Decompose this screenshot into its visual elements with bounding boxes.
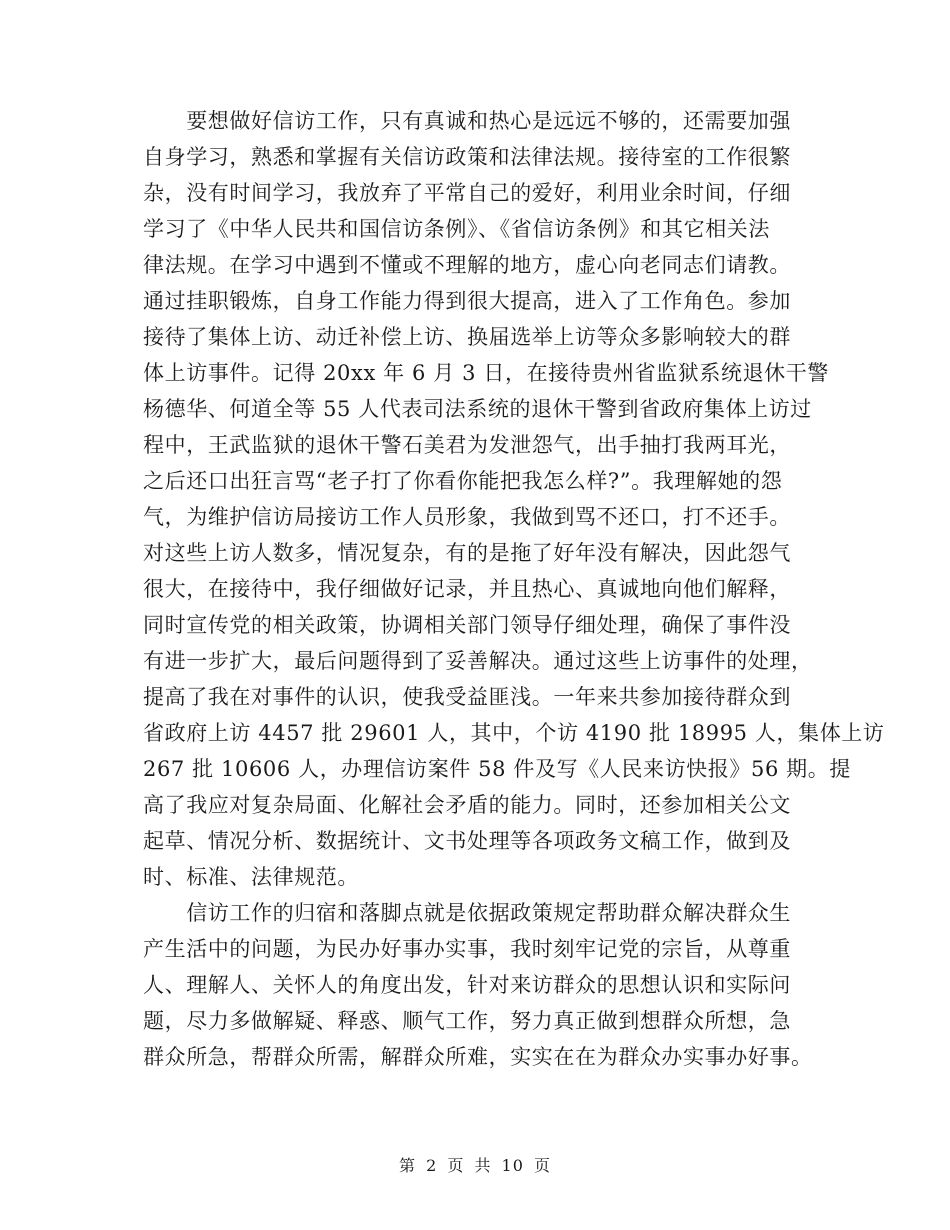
text-line: 产生活中的问题，为民办好事办实事，我时刻牢记党的宗旨，从尊重 [143, 937, 791, 961]
text-line: 省政府上访 4457 批 29601 人，其中，个访 4190 批 18995 人，集体上访 [143, 721, 885, 745]
text-line: 之后还口出狂言骂“老子打了你看你能把我怎么样?”。我理解她的怨 [143, 469, 783, 493]
text-line: 高了我应对复杂局面、化解社会矛盾的能力。同时，还参加相关公文 [143, 793, 791, 817]
text-line: 时、标准、法律规范。 [143, 865, 359, 889]
text-line: 题，尽力多做解疑、释惑、顺气工作，努力真正做到想群众所想，急 [143, 1009, 791, 1033]
text-line: 同时宣传党的相关政策，协调相关部门领导仔细处理，确保了事件没 [143, 613, 791, 637]
document-body [143, 103, 885, 1075]
paragraph-2 [143, 895, 823, 1075]
paragraph-1 [143, 103, 885, 895]
text-line: 气，为维护信访局接访工作人员形象，我做到骂不还口，打不还手。 [143, 505, 791, 529]
text-line: 自身学习，熟悉和掌握有关信访政策和法律法规。接待室的工作很繁 [143, 145, 791, 169]
text-line: 接待了集体上访、动迁补偿上访、换届选举上访等众多影响较大的群 [143, 325, 791, 349]
text-line: 体上访事件。记得 20xx 年 6 月 3 日，在接待贵州省监狱系统退休干警 [143, 361, 829, 385]
text-line: 有进一步扩大，最后问题得到了妥善解决。通过这些上访事件的处理， [143, 649, 813, 673]
text-line: 要想做好信访工作，只有真诚和热心是远远不够的，还需要加强 [143, 109, 791, 133]
text-line: 杂，没有时间学习，我放弃了平常自己的爱好，利用业余时间，仔细 [143, 181, 791, 205]
text-line: 通过挂职锻炼，自身工作能力得到很大提高，进入了工作角色。参加 [143, 289, 791, 313]
text-line: 群众所急，帮群众所需，解群众所难，实实在在为群众办实事办好事。 [143, 1045, 813, 1069]
text-line: 人、理解人、关怀人的角度出发，针对来访群众的思想认识和实际问 [143, 973, 791, 997]
text-line: 267 批 10606 人，办理信访案件 58 件及写《人民来访快报》56 期。提 [143, 757, 851, 781]
text-line: 杨德华、何道全等 55 人代表司法系统的退休干警到省政府集体上访过 [143, 397, 812, 421]
text-line: 很大，在接待中，我仔细做好记录，并且热心、真诚地向他们解释， [143, 577, 791, 601]
text-line: 提高了我在对事件的认识，使我受益匪浅。一年来共参加接待群众到 [143, 685, 791, 709]
page-number-footer: 第 2 页 共 10 页 [399, 1156, 551, 1175]
text-line: 起草、情况分析、数据统计、文书处理等各项政务文稿工作，做到及 [143, 829, 791, 853]
text-line: 信访工作的归宿和落脚点就是依据政策规定帮助群众解决群众生 [143, 901, 791, 925]
text-line: 对这些上访人数多，情况复杂，有的是拖了好年没有解决，因此怨气 [143, 541, 791, 565]
text-line: 程中，王武监狱的退休干警石美君为发泄怨气，出手抽打我两耳光， [143, 433, 791, 457]
text-line: 学习了《中华人民共和国信访条例》、《省信访条例》和其它相关法 [143, 217, 770, 241]
text-line: 律法规。在学习中遇到不懂或不理解的地方，虚心向老同志们请教。 [143, 253, 791, 277]
